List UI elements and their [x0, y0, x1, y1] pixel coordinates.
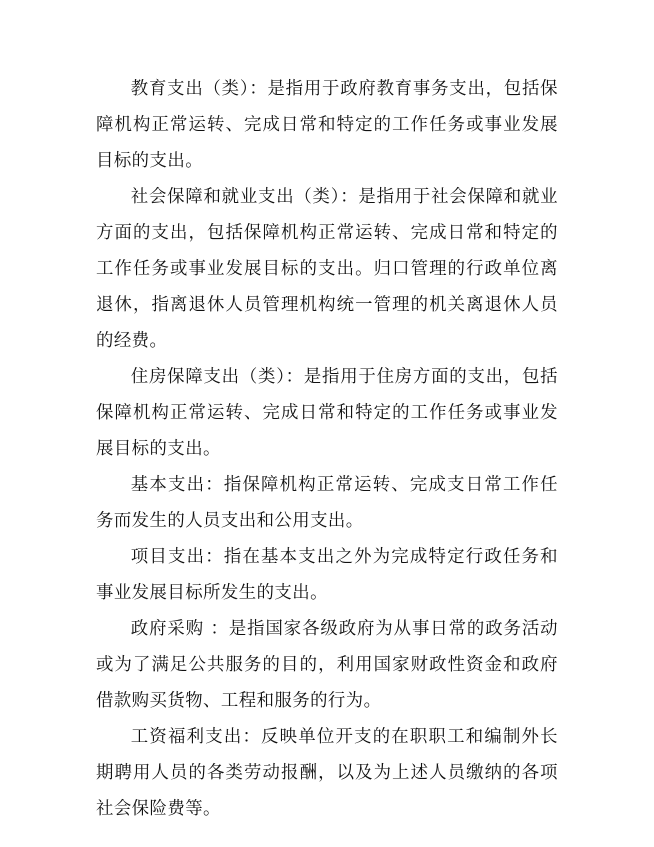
document-body: [96, 71, 558, 827]
paragraph-project-expenditure: 项目支出：指在基本支出之外为完成特定行政任务和事业发展目标所发生的支出。: [96, 547, 558, 603]
paragraph-wage-welfare-expenditure: 工资福利支出：反映单位开支的在职职工和编制外长期聘用人员的各类劳动报酬，以及为上述人员缴纳的各项社会保险费等。: [96, 727, 558, 819]
paragraph-housing-expenditure: 住房保障支出（类）：是指用于住房方面的支出，包括保障机构正常运转、完成日常和特定的工作任务或事业发展目标的支出。: [96, 367, 558, 459]
paragraph-social-security-expenditure: 社会保障和就业支出（类）：是指用于社会保障和就业方面的支出，包括保障机构正常运转、完成日常和特定的工作任务或事业发展目标的支出。归口管理的行政单位离退休，指离退休人员管理机构统一管理的机关离退休人员的经费。: [96, 187, 558, 351]
paragraph-government-procurement: 政府采购 ：是指国家各级政府为从事日常的政务活动或为了满足公共服务的目的，利用国家财政性资金和政府借款购买货物、工程和服务的行为。: [96, 619, 558, 711]
paragraph-basic-expenditure: 基本支出：指保障机构正常运转、完成支日常工作任务而发生的人员支出和公用支出。: [96, 475, 558, 531]
paragraph-education-expenditure: 教育支出（类）：是指用于政府教育事务支出，包括保障机构正常运转、完成日常和特定的工作任务或事业发展目标的支出。: [96, 79, 558, 171]
